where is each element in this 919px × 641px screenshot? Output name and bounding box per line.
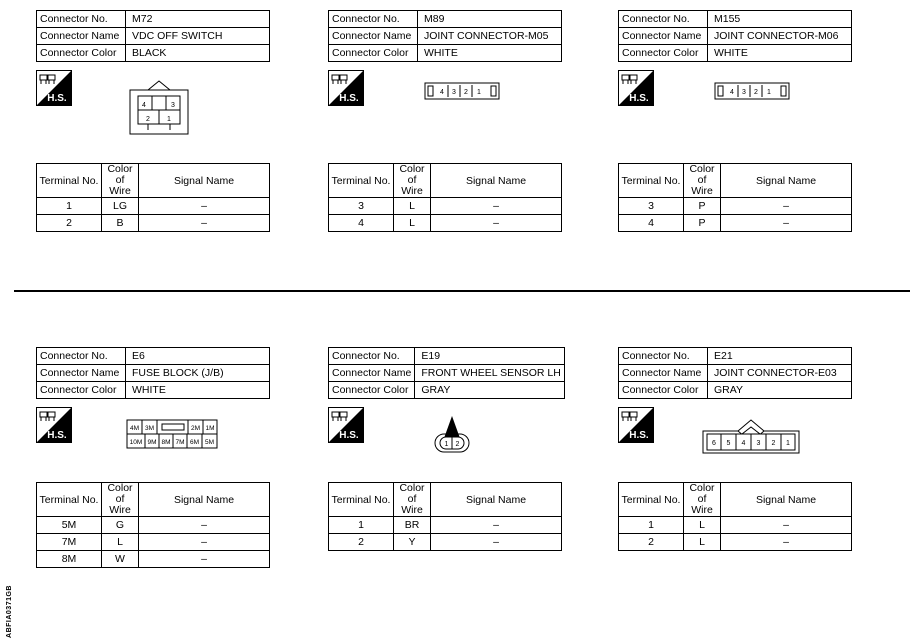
connector-info-table <box>618 347 852 399</box>
pin-label: 2 <box>455 441 460 448</box>
terminal-no-header: Terminal No. <box>329 483 394 517</box>
connector-no-label: Connector No. <box>37 348 126 365</box>
pin-label: 2 <box>464 89 468 96</box>
connector-name-value: FRONT WHEEL SENSOR LH <box>415 365 564 382</box>
connector-no-label: Connector No. <box>619 348 708 365</box>
connector-name-label: Connector Name <box>619 28 708 45</box>
connector-color-label: Connector Color <box>619 382 708 399</box>
pin-label: 4 <box>142 102 146 109</box>
harness-side-icon <box>328 70 364 106</box>
terminal-table <box>328 163 562 232</box>
pin-label: 3M <box>144 425 155 432</box>
table-row: 1 LG – <box>37 198 270 215</box>
harness-side-icon <box>36 407 72 443</box>
connector-name-value: JOINT CONNECTOR-M06 <box>708 28 852 45</box>
pin-label: 5 <box>726 440 731 447</box>
connector-info-table <box>618 10 852 62</box>
terminal-no-header: Terminal No. <box>619 483 684 517</box>
pin-label: 1 <box>786 440 790 447</box>
pin-label: 1 <box>767 89 771 96</box>
harness-side-icon <box>328 407 364 443</box>
terminal-table <box>36 482 270 568</box>
table-row: 4 P – <box>619 215 852 232</box>
connector-name-label: Connector Name <box>619 365 708 382</box>
connector-face-m89 <box>424 82 500 100</box>
pin-label: 5M <box>204 439 215 446</box>
pin-label: 7M <box>175 439 185 446</box>
connector-info-table <box>36 347 270 399</box>
harness-side-icon <box>618 70 654 106</box>
connector-name-label: Connector Name <box>37 365 126 382</box>
figure-code: ABFIA0371GB <box>6 585 13 638</box>
signal-name-header: Signal Name <box>139 483 270 517</box>
color-of-wire-header: Color of Wire <box>394 483 431 517</box>
table-row: 5M G – <box>37 517 270 534</box>
connector-face-e19 <box>432 413 472 455</box>
connector-info-table <box>328 347 565 399</box>
connector-face-e21 <box>702 417 800 455</box>
connector-color-label: Connector Color <box>329 45 418 62</box>
signal-name-header: Signal Name <box>431 164 562 198</box>
connector-name-label: Connector Name <box>37 28 126 45</box>
connector-no-value: E6 <box>126 348 270 365</box>
pin-label: 6 <box>712 440 716 447</box>
pin-label: 1 <box>477 89 481 96</box>
color-of-wire-header: Color of Wire <box>684 164 721 198</box>
connector-no-value: E21 <box>708 348 852 365</box>
connector-no-value: M72 <box>126 11 270 28</box>
connector-panel-m155 <box>618 10 852 229</box>
connector-color-value: WHITE <box>708 45 852 62</box>
connector-no-label: Connector No. <box>619 11 708 28</box>
svg-text:H.S.: H.S. <box>47 93 67 104</box>
connector-no-value: E19 <box>415 348 564 365</box>
pin-label: 4 <box>440 89 444 96</box>
pin-label: 3 <box>452 89 456 96</box>
connector-panel-e21 <box>618 347 852 548</box>
table-row: 2 L – <box>619 534 852 551</box>
connector-panel-e6 <box>36 347 270 565</box>
harness-side-icon <box>36 70 72 106</box>
connector-color-value: BLACK <box>126 45 270 62</box>
connector-face-m155 <box>714 82 790 100</box>
pin-label: 4M <box>129 425 140 432</box>
terminal-no-header: Terminal No. <box>329 164 394 198</box>
table-row: 4 L – <box>329 215 562 232</box>
connector-color-label: Connector Color <box>619 45 708 62</box>
signal-name-header: Signal Name <box>721 164 852 198</box>
connector-panel-m72 <box>36 10 270 229</box>
color-of-wire-header: Color of Wire <box>394 164 431 198</box>
color-of-wire-header: Color of Wire <box>102 164 139 198</box>
table-row: 2 Y – <box>329 534 562 551</box>
terminal-table <box>618 482 852 551</box>
connector-name-value: FUSE BLOCK (J/B) <box>126 365 270 382</box>
pin-label: 3 <box>756 440 761 447</box>
svg-text:H.S.: H.S. <box>339 93 359 104</box>
connector-face-m72 <box>128 78 190 136</box>
connector-name-value: JOINT CONNECTOR-E03 <box>708 365 852 382</box>
connector-color-label: Connector Color <box>37 382 126 399</box>
svg-text:H.S.: H.S. <box>629 93 649 104</box>
table-row: 7M L – <box>37 534 270 551</box>
pin-label: 10M <box>129 439 143 446</box>
connector-info-table <box>328 10 562 62</box>
color-of-wire-header: Color of Wire <box>684 483 721 517</box>
table-row: 8M W – <box>37 551 270 568</box>
pin-label: 9M <box>147 439 157 446</box>
table-row: 1 BR – <box>329 517 562 534</box>
pin-label: 2 <box>771 440 776 447</box>
signal-name-header: Signal Name <box>139 164 270 198</box>
pin-label: 4 <box>730 89 734 96</box>
signal-name-header: Signal Name <box>431 483 562 517</box>
connector-name-label: Connector Name <box>329 365 415 382</box>
connector-color-label: Connector Color <box>329 382 415 399</box>
harness-side-icon <box>618 407 654 443</box>
connector-color-value: WHITE <box>418 45 562 62</box>
table-row: 3 P – <box>619 198 852 215</box>
connector-info-table <box>36 10 270 62</box>
pin-label: 2 <box>146 116 150 123</box>
connector-color-value: GRAY <box>708 382 852 399</box>
pin-label: 3 <box>742 89 746 96</box>
terminal-no-header: Terminal No. <box>619 164 684 198</box>
pin-label: 1 <box>444 441 449 448</box>
connector-no-value: M89 <box>418 11 562 28</box>
terminal-table <box>618 163 852 232</box>
pin-label: 3 <box>171 102 175 109</box>
connector-panel-e19 <box>328 347 562 548</box>
connector-no-label: Connector No. <box>329 348 415 365</box>
color-of-wire-header: Color of Wire <box>102 483 139 517</box>
connector-no-label: Connector No. <box>329 11 418 28</box>
connector-no-value: M155 <box>708 11 852 28</box>
connector-color-value: WHITE <box>126 382 270 399</box>
connector-face-e6 <box>126 419 218 449</box>
connector-panel-m89 <box>328 10 562 229</box>
pin-label: 8M <box>161 439 171 446</box>
connector-name-value: VDC OFF SWITCH <box>126 28 270 45</box>
pin-label: 1M <box>205 425 215 432</box>
section-divider <box>14 290 910 292</box>
terminal-no-header: Terminal No. <box>37 164 102 198</box>
connector-no-label: Connector No. <box>37 11 126 28</box>
signal-name-header: Signal Name <box>721 483 852 517</box>
pin-label: 1 <box>167 116 171 123</box>
svg-text:H.S.: H.S. <box>47 430 67 441</box>
svg-text:H.S.: H.S. <box>629 430 649 441</box>
pin-label: 2M <box>190 425 201 432</box>
pin-label: 2 <box>754 89 758 96</box>
connector-color-label: Connector Color <box>37 45 126 62</box>
terminal-no-header: Terminal No. <box>37 483 102 517</box>
pin-label: 4 <box>741 440 746 447</box>
pin-label: 6M <box>189 439 200 446</box>
svg-text:H.S.: H.S. <box>339 430 359 441</box>
connector-name-value: JOINT CONNECTOR-M05 <box>418 28 562 45</box>
table-row: 1 L – <box>619 517 852 534</box>
connector-color-value: GRAY <box>415 382 564 399</box>
connector-name-label: Connector Name <box>329 28 418 45</box>
terminal-table <box>328 482 562 551</box>
table-row: 2 B – <box>37 215 270 232</box>
table-row: 3 L – <box>329 198 562 215</box>
terminal-table <box>36 163 270 232</box>
